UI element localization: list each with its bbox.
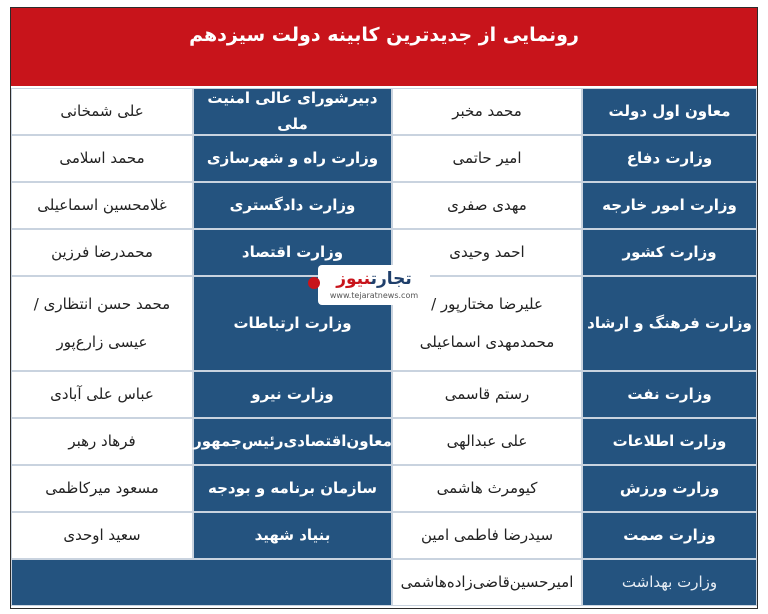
name-left-multi — [11, 276, 193, 371]
position-left: وزارت نیرو — [193, 371, 392, 418]
name-right: سیدرضا فاطمی امین — [392, 512, 582, 559]
name-left: فرهاد رهبر — [11, 418, 193, 465]
name-right: محمد مخبر — [392, 88, 582, 135]
empty-dark-cell — [11, 559, 392, 606]
position-right: معاون اول دولت — [582, 88, 757, 135]
name-left-line-2: عیسی زارع‌پور — [56, 332, 148, 351]
logo-brand-b: نیوز — [336, 268, 371, 289]
name-right: علی عبدالهی — [392, 418, 582, 465]
logo-brand — [336, 268, 412, 289]
name-left: عباس علی آبادی — [11, 371, 193, 418]
name-right: رستم قاسمی — [392, 371, 582, 418]
position-left: وزارت ارتباطات — [193, 276, 392, 371]
position-right: وزارت نفت — [582, 371, 757, 418]
name-right-line-2: محمدمهدی اسماعیلی — [419, 332, 555, 351]
title-bar — [11, 8, 757, 86]
position-left: بنیاد شهید — [193, 512, 392, 559]
position-right: وزارت ورزش — [582, 465, 757, 512]
name-right: مهدی صفری — [392, 182, 582, 229]
logo-url: www.tejaratnews.com — [329, 290, 419, 300]
name-right: امیر حاتمی — [392, 135, 582, 182]
name-left: محمد اسلامی — [11, 135, 193, 182]
position-left: وزارت اقتصاد — [193, 229, 392, 276]
watermark-logo — [318, 265, 430, 305]
cabinet-table — [11, 88, 757, 608]
position-right: وزارت کشور — [582, 229, 757, 276]
name-right: احمد وحیدی — [392, 229, 582, 276]
position-right: وزارت صمت — [582, 512, 757, 559]
name-left: مسعود میرکاظمی — [11, 465, 193, 512]
position-left: وزارت دادگستری — [193, 182, 392, 229]
name-left-line-1: محمد حسن انتظاری / — [33, 295, 171, 313]
position-right: وزارت فرهنگ و ارشاد — [582, 276, 757, 371]
name-left: علی شمخانی — [11, 88, 193, 135]
logo-brand-a: تجارت — [370, 268, 412, 289]
position-left: سازمان برنامه و بودجه — [193, 465, 392, 512]
name-right: کیومرث هاشمی — [392, 465, 582, 512]
position-left: معاون‌اقتصادی‌رئیس‌جمهور — [193, 418, 392, 465]
name-left: سعید اوحدی — [11, 512, 193, 559]
name-right-line-1: علیرضا مختارپور / — [431, 295, 543, 313]
logo-dot-icon — [308, 277, 320, 289]
name-left: غلامحسین اسماعیلی — [11, 182, 193, 229]
position-right: وزارت دفاع — [582, 135, 757, 182]
name-right: امیرحسین‌قاضی‌زاده‌هاشمی — [392, 559, 582, 606]
position-left: دبیرشورای عالی امنیت ملی — [193, 88, 392, 135]
position-right: وزارت بهداشت — [582, 559, 757, 606]
position-right: وزارت اطلاعات — [582, 418, 757, 465]
position-right: وزارت امور خارجه — [582, 182, 757, 229]
name-left: محمدرضا فرزین — [11, 229, 193, 276]
page-title: رونمایی از جدیدترین کابینه دولت سیزدهم — [189, 24, 579, 46]
position-left: وزارت راه و شهرسازی — [193, 135, 392, 182]
